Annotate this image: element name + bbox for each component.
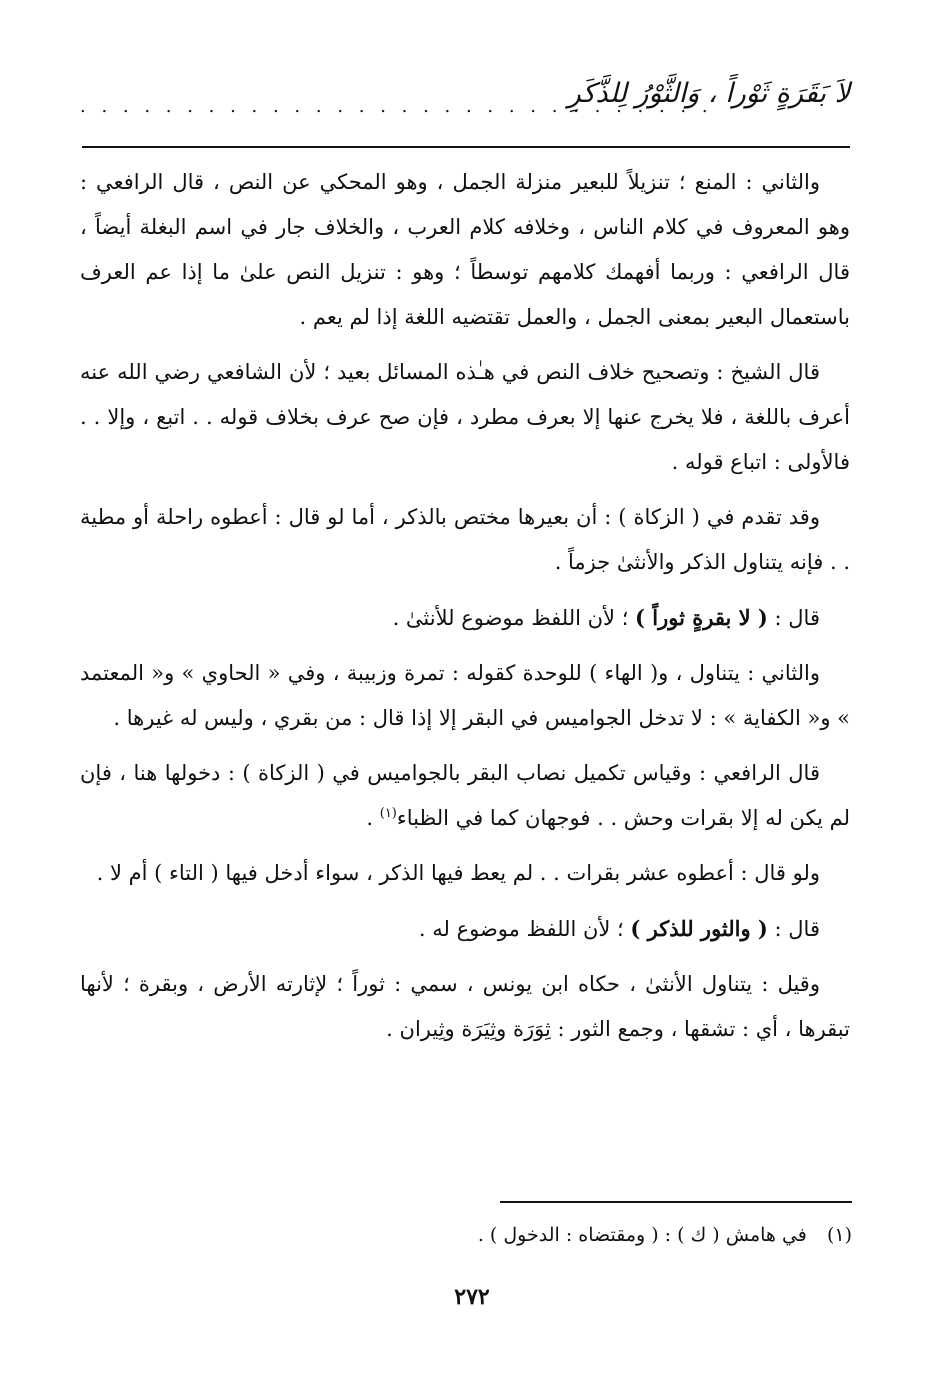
running-header <box>80 70 850 122</box>
paragraph-4-prefix: قال : <box>767 606 820 630</box>
footnote <box>80 1218 852 1252</box>
paragraph-8 <box>80 906 850 952</box>
paragraph-8-prefix: قال : <box>767 917 820 941</box>
footnote-rule <box>500 1201 852 1203</box>
paragraph-3: وقد تقدم في ( الزكاة ) : أن بعيرها مختص بالذكر ، أما لو قال : أعطوه راحلة أو مطية . . فإنه يتناول الذكر والأنثىٰ جزماً . <box>80 505 850 574</box>
footnote-reference[interactable]: (١) <box>379 806 397 821</box>
paragraph-9: وقيل : يتناول الأنثىٰ ، حكاه ابن يونس ، سمي : ثوراً ؛ لإثارته الأرض ، وبقرة ؛ لأنها تبقرها ، أي : تشقها ، وجمع الثور : ثِوَرَة وثِيَرَة وثِيران . <box>80 972 850 1041</box>
footnote-mark: (١) <box>826 1224 852 1246</box>
paragraph-1: والثاني : المنع ؛ تنزيلاً للبعير منزلة الجمل ، وهو المحكي عن النص ، قال الرافعي : وهو المعروف في كلام الناس ، وخلافه كلام العرب ، والخلاف جار في اسم البغلة أيضاً ، قال الرافعي : وربما أفهمك كلامهم توسطاً ؛ وهو : تنزيل النص علىٰ ما إذا عم العرف باستعمال البعير بمعنى الجمل ، والعمل تقتضيه اللغة إذا لم يعم . <box>80 170 850 329</box>
paragraph-6 <box>80 751 850 841</box>
paragraph-4-suffix: ؛ لأن اللفظ موضوع للأنثىٰ . <box>392 606 636 630</box>
running-title: لاَ بَقَرَةٍ ثَوْراً ، وَالثَّوْرُ لِلذَّكَرِ <box>567 78 850 109</box>
paragraph-7: ولو قال : أعطوه عشر بقرات . . لم يعط فيها الذكر ، سواء أدخل فيها ( التاء ) أم لا . <box>96 861 820 885</box>
page-number: ٢٧٢ <box>454 1284 490 1310</box>
paragraph-6-end: . <box>366 806 380 830</box>
paragraph-8-suffix: ؛ لأن اللفظ موضوع له . <box>418 917 631 941</box>
footnote-text: في هامش ( ك ) : ( ومقتضاه : الدخول ) . <box>477 1224 807 1246</box>
paragraph-8-matn: ( والثور للذكر ) <box>630 916 768 941</box>
paragraph-6-text: قال الرافعي : وقياس تكميل نصاب البقر بالجواميس في ( الزكاة ) : دخولها هنا ، فإن لم يكن له إلا بقرات وحش . . فوجهان كما في الظباء <box>80 761 850 830</box>
paragraph-5: والثاني : يتناول ، و( الهاء ) للوحدة كقوله : تمرة وزبيبة ، وفي « الحاوي » و« المعتمد » و« الكفاية » : لا تدخل الجواميس في البقر إلا إذا قال : من بقري ، وليس له غيرها . <box>80 661 850 730</box>
paragraph-4-matn: ( لا بقرةٍ ثوراً ) <box>635 605 768 630</box>
header-rule <box>82 146 850 148</box>
paragraph-2: قال الشيخ : وتصحيح خلاف النص في هـٰذه المسائل بعيد ؛ لأن الشافعي رضي الله عنه أعرف باللغة ، فلا يخرج عنها إلا بعرف مطرد ، فإن صح عرف بخلاف قوله . . اتبع ، وإلا . . فالأولى : اتباع قوله . <box>80 360 850 474</box>
header-dot-leader: . . . . . . . . . . . . . . . . . . . . . . . . . . . . . . <box>80 96 713 117</box>
paragraph-4 <box>80 595 850 641</box>
main-text <box>80 160 850 1062</box>
